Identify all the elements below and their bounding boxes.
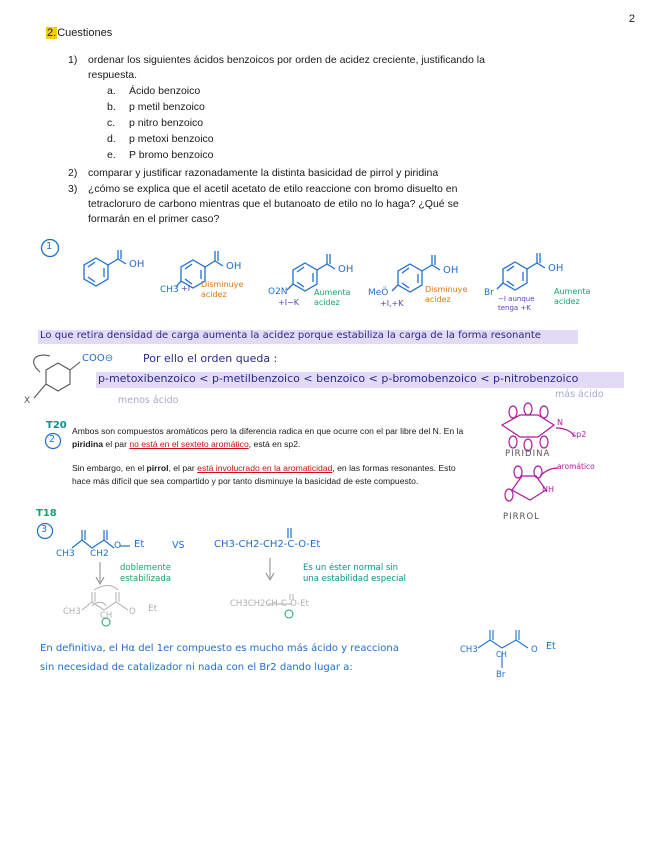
- acid-name: p nitro benzoico: [129, 117, 204, 129]
- text-span: el par: [103, 438, 130, 449]
- text-span: , está en sp2.: [248, 438, 301, 449]
- normal-ester-note: Es un éster normal sin una estabilidad especial: [303, 563, 406, 584]
- product-ch: CH: [496, 650, 507, 659]
- acidity-note: Disminuye acidez: [425, 285, 468, 304]
- text-red: no está en el sexteto aromático: [129, 438, 249, 449]
- acid-letter: d.: [107, 133, 116, 145]
- question-line: ¿cómo se explica que el acetil acetato de etilo reaccione con bromo disuelto en: [88, 183, 458, 195]
- acid-name: p metoxi benzoico: [129, 133, 214, 145]
- acidity-order: p-metoxibenzoico < p-metilbenzoico < benzoico < p-bromobenzoico < p-nitrobenzoico: [98, 372, 579, 385]
- formula-et: Et: [134, 539, 145, 550]
- question-line: tetracloruro de carbono mientras que el butanoato de etilo no lo haga? ¿Qué se: [88, 198, 459, 210]
- question-number: 2): [68, 167, 78, 179]
- enolate-o: O: [129, 607, 136, 617]
- acid-name: p metil benzoico: [129, 101, 205, 113]
- acid-name: Ácido benzoico: [129, 85, 201, 97]
- acid-letter: c.: [107, 117, 116, 129]
- aromatic-label: aromático: [557, 462, 595, 471]
- pyrrole-nh-label: NH: [542, 485, 554, 494]
- pyridine-label: PIRIDINA: [505, 449, 551, 459]
- conclusion-line-1: En definitiva, el Hα del 1er compuesto es mucho más ácido y reacciona: [40, 643, 399, 654]
- stabilized-note: doblemente estabilizada: [120, 563, 172, 584]
- product-et: Et: [546, 641, 556, 652]
- substituent-group: Br: [484, 288, 494, 298]
- question-line: comparar y justificar razonadamente la distinta basicidad de pirrol y piridina: [88, 167, 439, 179]
- acid-letter: e.: [107, 149, 116, 161]
- substituent-effect: −I aunque tenga +K: [498, 295, 535, 312]
- oh-label: OH: [129, 259, 145, 270]
- more-acid-label: más ácido: [555, 389, 604, 400]
- pyrrole-label: PIRROL: [503, 512, 540, 522]
- pyridine-n-label: N: [557, 418, 563, 427]
- less-acid-label: menos ácido: [118, 395, 179, 406]
- question-line: formarán en el primer caso?: [88, 213, 220, 225]
- vs-label: VS: [172, 540, 185, 551]
- conclusion-line-2: sin necesidad de catalizador ni nada con el Br2 dando lugar a:: [40, 662, 353, 673]
- acid-letter: a.: [107, 85, 116, 97]
- explanation-text: Lo que retira densidad de carga aumenta la acidez porque estabiliza la carga de la forma resonante: [40, 330, 541, 341]
- oh-label: OH: [443, 265, 459, 276]
- butanoate-enolate: CH3CH2CH-C-O-Et: [230, 599, 309, 609]
- reference-t20: T20: [46, 420, 67, 431]
- oh-label: OH: [548, 263, 564, 274]
- substituent-effect: +I,+K: [380, 299, 404, 308]
- text-span: , en las formas resonantes. Esto hace más difícil que sea compartido y por tanto disminuye la basicidad de este compuesto.: [72, 463, 456, 486]
- section-number: 2.: [47, 27, 57, 39]
- enolate-ch3: CH3: [63, 607, 81, 617]
- substituent-group: MeÖ: [368, 288, 389, 298]
- text-span: Sin embargo, en el: [72, 463, 147, 473]
- formula-ch3: CH3: [56, 549, 75, 559]
- text-red: está involucrado en la aromaticidad: [197, 463, 333, 473]
- sp2-label: sp2: [572, 430, 587, 439]
- acid-letter: b.: [107, 101, 116, 113]
- product-o: O: [531, 645, 538, 655]
- carboxylate-label: COO⊖: [82, 353, 114, 364]
- question-number: 1): [68, 54, 78, 66]
- acidity-note: Disminuye acidez: [201, 280, 244, 299]
- order-intro: Por ello el orden queda :: [143, 352, 278, 365]
- product-ch3: CH3: [460, 645, 478, 655]
- text-bold: piridina: [72, 438, 104, 449]
- substituent-effect: +I: [181, 284, 191, 293]
- answer-2-number: 2: [49, 434, 56, 445]
- enolate-ch: CH: [100, 611, 113, 621]
- question-number: 3): [68, 183, 78, 195]
- question-line: ordenar los siguientes ácidos benzoicos por orden de acidez creciente, justificando la: [88, 54, 485, 66]
- formula-ch2: CH2: [90, 549, 109, 559]
- page-number: 2: [628, 13, 635, 25]
- answer-1-number: 1: [46, 241, 53, 252]
- butanoate-formula: CH3-CH2-CH2-C-O-Et: [214, 539, 321, 550]
- oh-label: OH: [338, 264, 354, 275]
- acid-name: P bromo benzoico: [129, 149, 214, 161]
- formula-o: O: [114, 541, 122, 551]
- substituent-x-label: X: [24, 396, 31, 406]
- reference-t18: T18: [36, 508, 57, 519]
- acidity-note: Aumenta acidez: [554, 287, 591, 306]
- enolate-et: Et: [148, 604, 158, 614]
- answer-3-number: 3: [41, 524, 48, 535]
- text-span: Ambos son compuestos aromáticos pero la diferencia radica en que ocurre con el par libre del N. En la: [72, 426, 464, 436]
- acidity-note: Aumenta acidez: [314, 288, 351, 307]
- substituent-effect: +I−K: [278, 298, 300, 307]
- oh-label: OH: [226, 261, 242, 272]
- question-line: respuesta.: [88, 69, 138, 81]
- substituent-group: CH3: [160, 285, 179, 295]
- section-title-text: Cuestiones: [57, 27, 113, 39]
- product-br: Br: [496, 670, 506, 680]
- text-bold: pirrol: [146, 463, 169, 473]
- substituent-group: O2N: [268, 287, 288, 297]
- text-span: , el par: [168, 463, 198, 473]
